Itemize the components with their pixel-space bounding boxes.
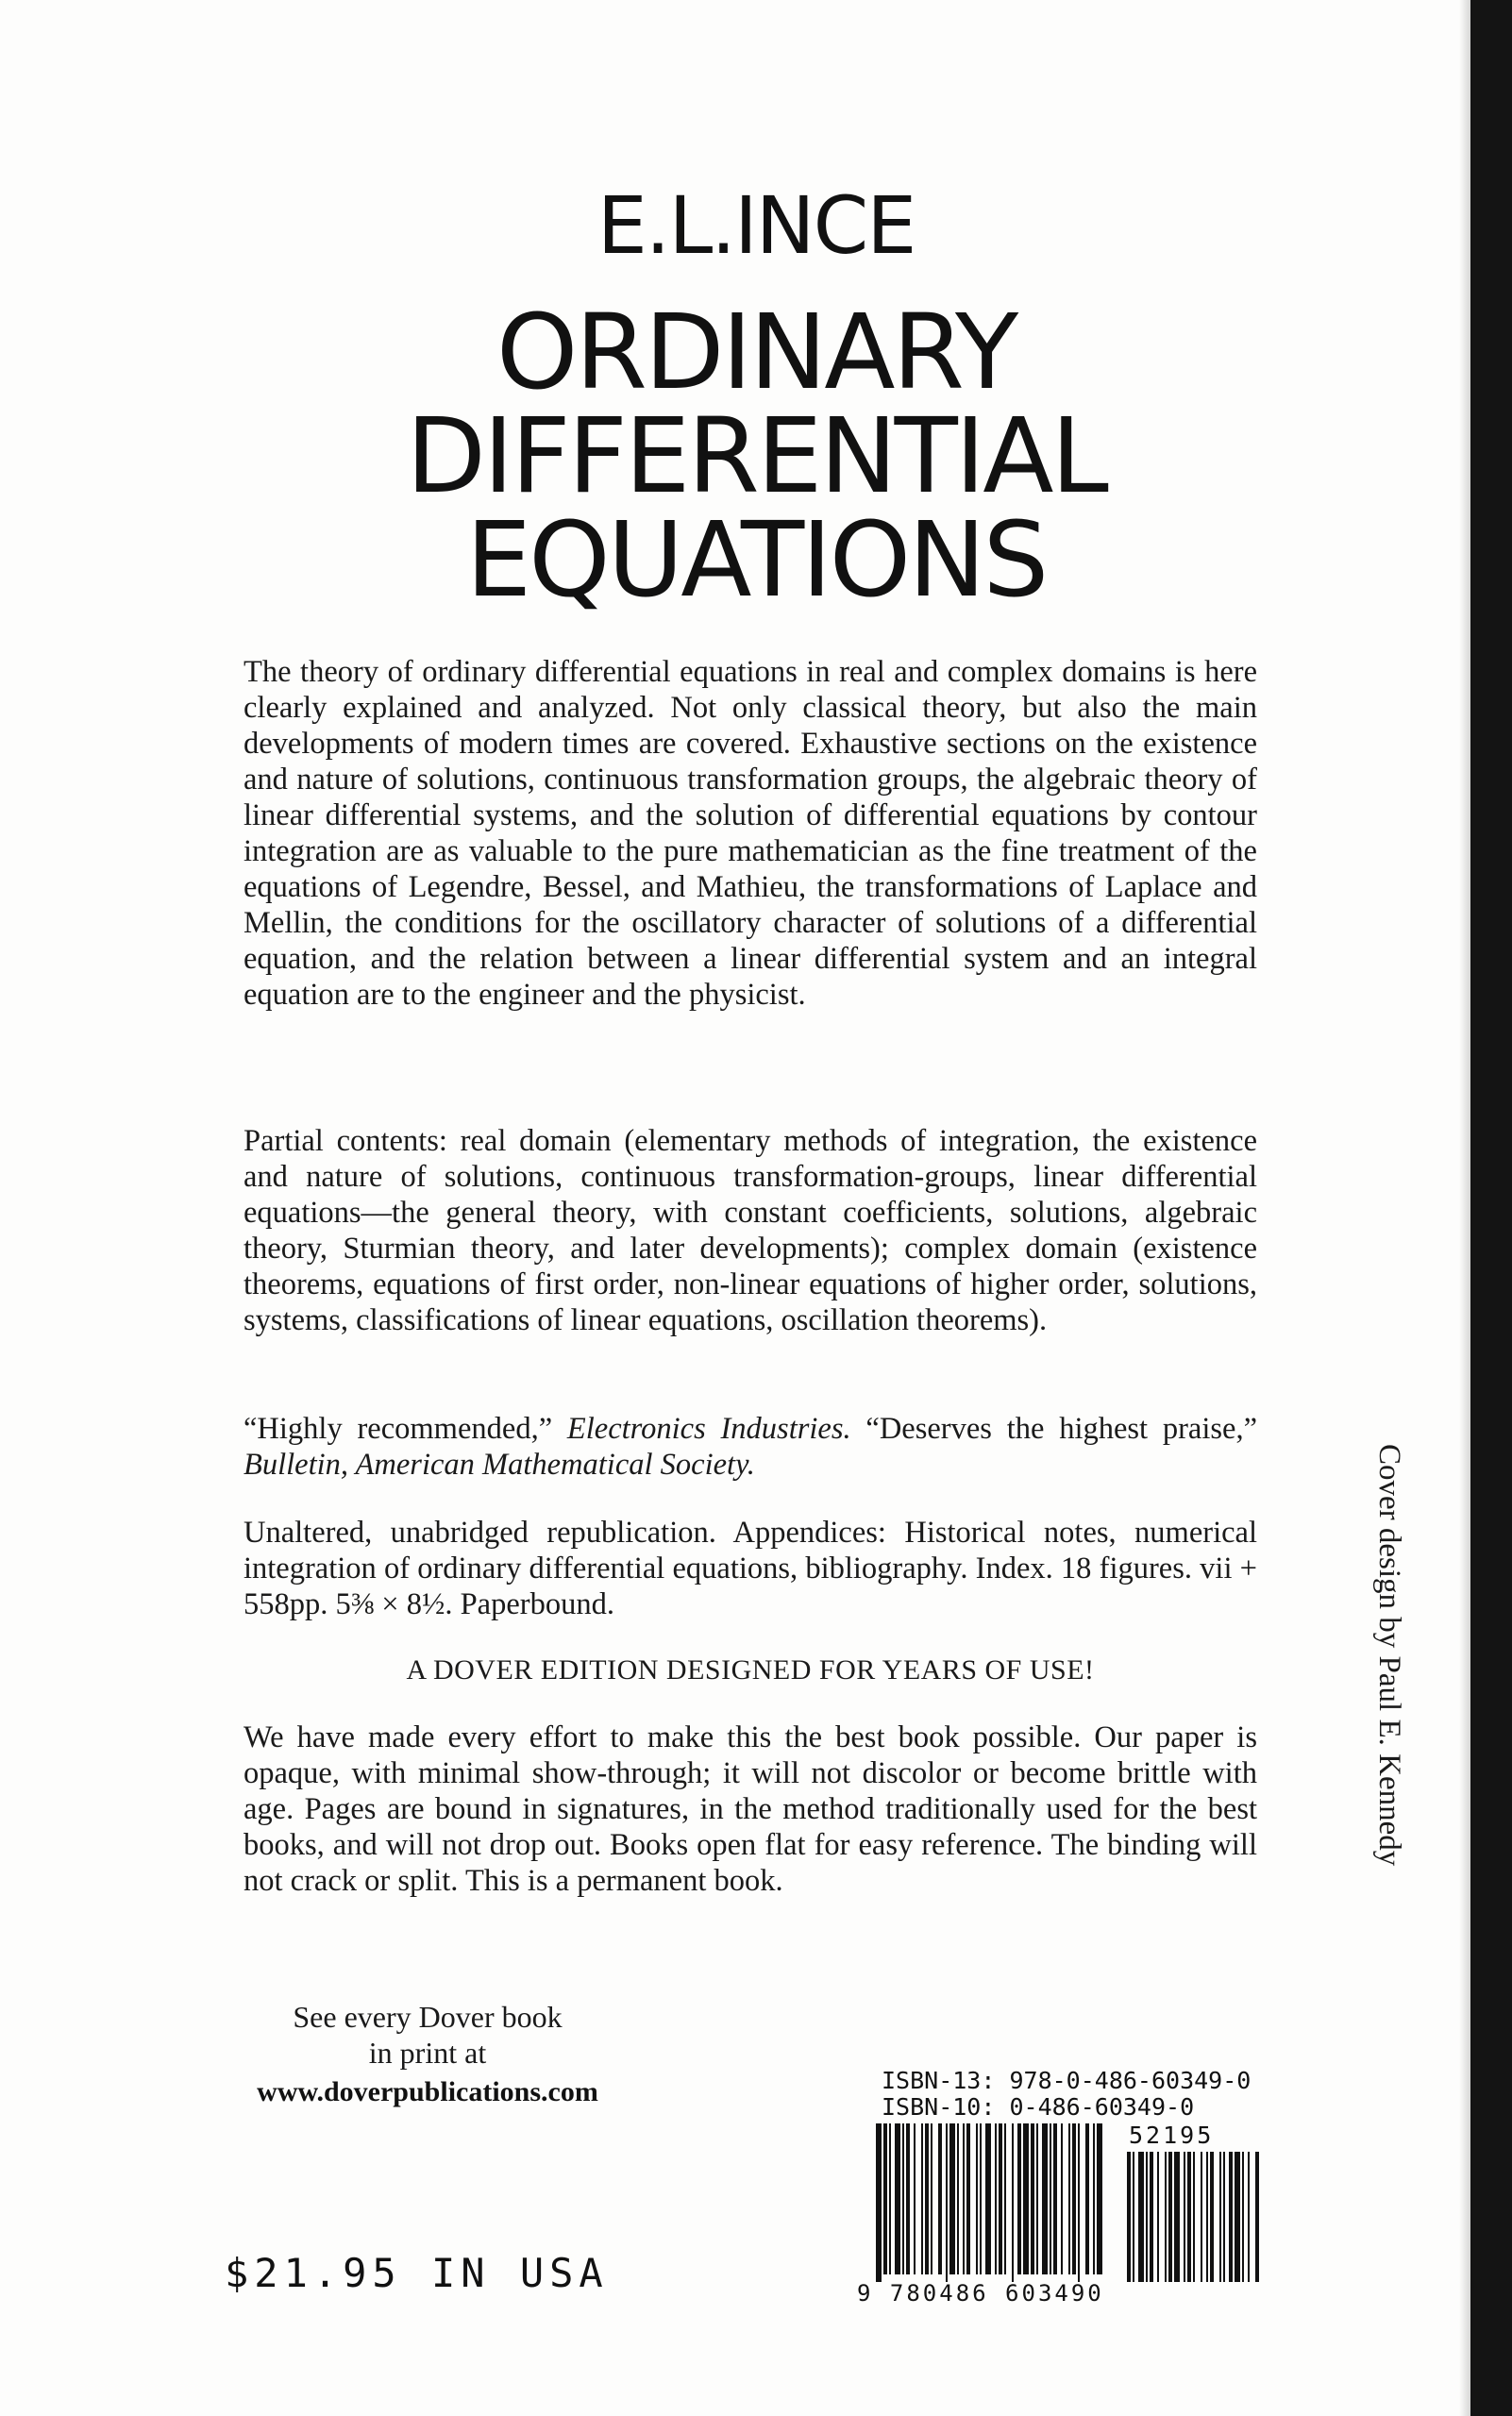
isbn-10: ISBN-10: 0-486-60349-0 — [882, 2093, 1195, 2121]
see-every-book-text — [206, 1999, 649, 2071]
barcode-number: 9 780486 603490 — [857, 2280, 1104, 2307]
title-line-2: DIFFERENTIAL — [406, 395, 1106, 516]
praise-quote-2: “Deserves the highest praise,” — [865, 1412, 1258, 1446]
see-line-1: See every Dover book — [293, 2000, 563, 2034]
barcode-addon-number: 52195 — [1129, 2122, 1215, 2149]
praise-paragraph — [244, 1411, 1257, 1483]
isbn-13: ISBN-13: 978-0-486-60349-0 — [882, 2067, 1252, 2094]
cover-design-credit: Cover design by Paul E. Kennedy — [1372, 1444, 1406, 1867]
price-label: $21.95 IN USA — [225, 2250, 609, 2296]
title-line-3: EQUATIONS — [465, 499, 1047, 620]
praise-source-1: Electronics Industries. — [566, 1412, 851, 1446]
contents-paragraph: Partial contents: real domain (elementary methods of integration, the existence and nature of solutions, continuous transformation-groups, linear differential equations—the general theory, with constant coefficients, solutions, algebraic theory, Sturmian theory, and later developments); complex domain (existence theorems, equations of first order, non-linear equations of higher order, solutions, systems, classifications of linear equations, oscillation theorems). — [244, 1124, 1257, 1337]
description-paragraph: The theory of ordinary differential equations in real and complex domains is here clearly explained and analyzed. Not only classical theory, but also the main developments of modern times are covered. Exhaustive sections on the existence and nature of solutions, continuous transformation groups, the algebraic theory of linear differential systems, and the solution of differential equations by contour integration are as valuable to the pure mathematician as the fine treatment of the equations of Legendre, Bessel, and Mathieu, the transformations of Laplace and Mellin, the conditions for the oscillatory character of solutions of a differential equation, and the relation between a linear differential system and an integral equation are to the engineer and the physicist. — [244, 655, 1257, 1012]
author-name: E.L.INCE — [596, 179, 916, 272]
dover-quality-paragraph: We have made every effort to make this the best book possible. Our paper is opaque, with minimal show-through; it will not discolor or become brittle with age. Pages are bound in signatures, in the method traditionally used for the best books, and will not drop out. Books open flat for easy reference. The binding will not crack or split. This is a permanent book. — [244, 1720, 1257, 1898]
title-line-1: ORDINARY — [496, 292, 1016, 412]
praise-source-2: Bulletin, American Mathematical Society. — [244, 1448, 755, 1482]
publisher-website-link[interactable]: www.doverpublications.com — [257, 2076, 598, 2107]
praise-quote-1: “Highly recommended,” — [244, 1412, 553, 1446]
dover-edition-heading: A DOVER EDITION DESIGNED FOR YEARS OF USE! — [406, 1654, 1095, 1686]
see-line-2: in print at — [368, 2036, 487, 2070]
edition-paragraph: Unaltered, unabridged republication. Appendices: Historical notes, numerical integration of ordinary differential equations, bibliography. Index. 18 figures. vii + 558pp. 5⅜ × 8½. Paperbound. — [244, 1516, 1257, 1621]
